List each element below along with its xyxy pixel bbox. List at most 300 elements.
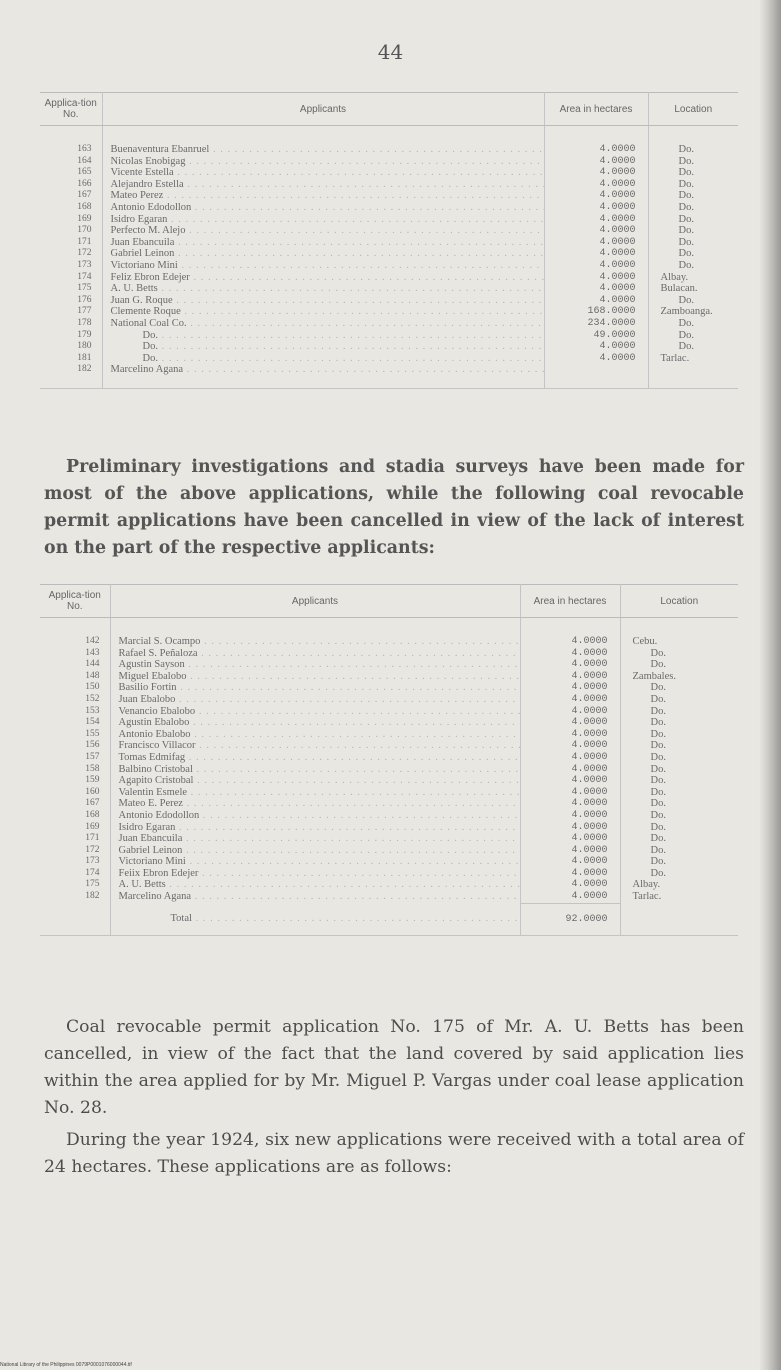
table-row xyxy=(40,353,738,365)
area-cell-text: 4.0000 xyxy=(599,352,636,364)
applicant-cell xyxy=(110,787,520,799)
applicant-cell xyxy=(110,717,520,729)
application-no-cell-text: 160 xyxy=(85,786,100,797)
application-no-cell xyxy=(40,237,102,249)
table-row xyxy=(40,225,738,237)
applicant-cell xyxy=(110,682,520,694)
application-no-cell xyxy=(40,706,110,718)
application-no-cell xyxy=(40,156,102,168)
application-no-cell-text: 172 xyxy=(77,248,92,259)
table-row xyxy=(40,330,738,342)
applicant-cell-text: Balbino Cristobal . . . xyxy=(119,764,521,775)
table-row xyxy=(40,214,738,226)
area-cell-text: 4.0000 xyxy=(599,341,636,353)
table-row xyxy=(40,822,738,834)
application-no-cell-text: 179 xyxy=(77,329,92,340)
area-cell xyxy=(520,659,620,671)
application-no-cell xyxy=(40,306,102,318)
applicant-cell-text: Miguel Ebalobo . . . xyxy=(119,671,521,682)
area-cell-text: 4.0000 xyxy=(571,647,608,659)
application-no-cell xyxy=(40,787,110,799)
area-cell xyxy=(520,618,620,648)
application-no-cell-text: 150 xyxy=(85,682,100,693)
area-cell xyxy=(544,283,648,295)
applicant-cell-text: Marcelino Agana . . . xyxy=(119,891,521,902)
applicant-cell-text: Basilio Fortin . . . xyxy=(119,682,521,693)
location-cell-text: Bulacan. xyxy=(660,283,698,295)
applicant-cell xyxy=(110,694,520,706)
application-no-cell xyxy=(40,729,110,741)
location-cell-text: Do. xyxy=(678,259,694,271)
header-applicants: Applicants xyxy=(110,585,520,618)
header-location: Location xyxy=(620,585,738,618)
area-cell-text: 4.0000 xyxy=(599,178,636,190)
table-row xyxy=(40,341,738,353)
location-cell-text: Do. xyxy=(650,798,666,810)
location-cell-text: Do. xyxy=(678,201,694,213)
area-cell-text: 4.0000 xyxy=(599,190,636,202)
location-cell xyxy=(620,775,738,787)
applicant-cell-text: Nicolas Enobigag . . . xyxy=(111,156,545,167)
applicant-cell-text: Rafael S. Peñaloza . . . xyxy=(119,648,521,659)
table-row xyxy=(40,856,738,868)
area-cell xyxy=(520,810,620,822)
area-cell-text: 4.0000 xyxy=(571,751,608,763)
area-cell-text: 4.0000 xyxy=(571,833,608,845)
applicant-cell-text: Venancio Ebalobo . . . xyxy=(119,706,521,717)
area-cell-text: 4.0000 xyxy=(571,682,608,694)
application-no-cell-text: 165 xyxy=(77,167,92,178)
applicant-cell xyxy=(102,260,544,272)
application-no-cell-text: 157 xyxy=(85,751,100,762)
area-cell xyxy=(520,833,620,845)
application-no-cell-text: 175 xyxy=(77,283,92,294)
area-cell xyxy=(544,295,648,307)
area-cell xyxy=(520,891,620,903)
location-cell-text: Do. xyxy=(650,705,666,717)
area-cell-text: 168.0000 xyxy=(587,306,636,318)
area-cell-text: 4.0000 xyxy=(571,670,608,682)
applicant-cell-text: Perfecto M. Alejo . . . xyxy=(111,225,545,236)
area-cell xyxy=(520,648,620,660)
table-row xyxy=(40,648,738,660)
area-cell-text: 4.0000 xyxy=(571,705,608,717)
applicant-cell xyxy=(102,283,544,295)
location-cell-text: Do. xyxy=(678,236,694,248)
applicant-cell-text: Feliz Ebron Edejer . . . xyxy=(111,272,545,283)
table-row xyxy=(40,845,738,857)
applicant-cell xyxy=(110,879,520,891)
applicant-cell-text: Valentin Esmele . . . xyxy=(119,787,521,798)
application-no-cell xyxy=(40,798,110,810)
applicant-cell xyxy=(102,353,544,365)
application-no-cell xyxy=(40,330,102,342)
area-cell-text: 4.0000 xyxy=(599,248,636,260)
application-no-cell xyxy=(40,868,110,880)
location-cell-text: Do. xyxy=(650,751,666,763)
table-row xyxy=(40,787,738,799)
page-edge-shadow xyxy=(759,0,781,1370)
application-no-cell xyxy=(40,202,102,214)
area-cell xyxy=(520,856,620,868)
application-no-cell-text: 152 xyxy=(85,693,100,704)
application-no-cell-text: 154 xyxy=(85,717,100,728)
area-cell xyxy=(544,330,648,342)
application-no-cell-text: 182 xyxy=(77,364,92,375)
location-cell xyxy=(648,283,738,295)
application-no-cell xyxy=(40,845,110,857)
applicant-cell-text: Clemente Roque . . . xyxy=(111,306,545,317)
area-cell xyxy=(544,341,648,353)
applicant-cell xyxy=(110,618,520,648)
area-cell xyxy=(544,225,648,237)
table-row xyxy=(40,775,738,787)
location-cell xyxy=(648,353,738,365)
application-no-cell-text: 169 xyxy=(77,213,92,224)
location-cell-text: Do. xyxy=(650,693,666,705)
application-no-cell xyxy=(40,364,102,388)
application-no-cell-text: 163 xyxy=(77,144,92,154)
application-no-cell xyxy=(40,694,110,706)
footer-source-label: National Library of the Philippines 0079P0001076000044.tif xyxy=(0,1362,132,1368)
application-no-cell xyxy=(40,179,102,191)
applicant-cell xyxy=(102,295,544,307)
area-cell-text: 4.0000 xyxy=(599,213,636,225)
area-cell xyxy=(520,671,620,683)
application-no-cell xyxy=(40,272,102,284)
location-cell-text: Do. xyxy=(650,809,666,821)
application-no-cell xyxy=(40,752,110,764)
table-row xyxy=(40,659,738,671)
applicant-cell-text: Feiix Ebron Edejer . . . xyxy=(119,868,521,879)
applicant-cell-text: Juan Ebancuila . . . xyxy=(111,237,545,248)
location-cell-text: Do. xyxy=(650,647,666,659)
applicant-cell xyxy=(110,868,520,880)
total-area xyxy=(520,903,620,936)
table-row xyxy=(40,706,738,718)
location-cell-text: Cebu. xyxy=(632,636,658,647)
application-no-cell-text: 156 xyxy=(85,740,100,751)
area-cell xyxy=(544,126,648,156)
area-cell xyxy=(520,740,620,752)
applicant-cell xyxy=(110,845,520,857)
applicant-cell-text: Isidro Egaran . . . xyxy=(119,822,521,833)
application-no-cell xyxy=(40,810,110,822)
application-no-cell-text: 172 xyxy=(85,844,100,855)
applicant-cell-text: Do. . . . xyxy=(143,341,545,352)
applicant-cell-text: Antonio Edodollon . . . xyxy=(119,810,521,821)
location-cell xyxy=(620,648,738,660)
table-row xyxy=(40,694,738,706)
total-label xyxy=(110,903,520,936)
table-row xyxy=(40,283,738,295)
applicant-cell-text: Marcial S. Ocampo . . . xyxy=(119,636,521,647)
location-cell xyxy=(620,706,738,718)
location-cell-text: Do. xyxy=(678,225,694,237)
table-row xyxy=(40,717,738,729)
location-cell-text: Do. xyxy=(650,763,666,775)
area-cell-text: 4.0000 xyxy=(599,201,636,213)
location-cell-text: Do. xyxy=(650,659,666,671)
area-cell xyxy=(520,729,620,741)
location-cell xyxy=(648,341,738,353)
application-no-cell xyxy=(40,190,102,202)
table-row xyxy=(40,868,738,880)
paragraph-betts-cancellation: Coal revocable permit application No. 175 of Mr. A. U. Betts has been cancelled, in view of the fact that the land covered by said application lies within the area applied for by Mr. Miguel P. Vargas under coal lease application No. 28. xyxy=(44,1017,744,1118)
applicant-cell-text: Isidro Egaran . . . xyxy=(111,214,545,225)
area-cell xyxy=(520,879,620,891)
table-row xyxy=(40,179,738,191)
applicant-cell-text: Agustin Ebalobo . . . xyxy=(119,717,521,728)
location-cell xyxy=(620,879,738,891)
area-cell-text: 4.0000 xyxy=(599,167,636,179)
location-cell xyxy=(648,237,738,249)
table-row xyxy=(40,810,738,822)
header-application-no: Applica-tion No. xyxy=(40,93,102,126)
location-cell xyxy=(620,752,738,764)
location-cell xyxy=(620,729,738,741)
applicant-cell-text: Buenaventura Ebanruel . . . xyxy=(111,144,545,155)
location-cell xyxy=(620,671,738,683)
table-row xyxy=(40,682,738,694)
applicant-cell xyxy=(110,810,520,822)
table-row xyxy=(40,167,738,179)
location-cell xyxy=(648,260,738,272)
application-no-cell-text: 142 xyxy=(85,636,100,646)
area-cell-text: 4.0000 xyxy=(571,740,608,752)
application-no-cell-text: 164 xyxy=(77,155,92,166)
area-cell-text: 4.0000 xyxy=(571,891,608,903)
location-cell-text: Do. xyxy=(678,341,694,353)
application-no-cell xyxy=(40,775,110,787)
application-no-cell-text: 173 xyxy=(77,259,92,270)
location-cell xyxy=(620,787,738,799)
location-cell xyxy=(620,822,738,834)
application-no-cell xyxy=(40,717,110,729)
area-cell xyxy=(520,822,620,834)
applicant-cell xyxy=(102,156,544,168)
location-cell xyxy=(648,272,738,284)
applicant-cell-text: A. U. Betts . . . xyxy=(111,283,545,294)
location-cell xyxy=(620,694,738,706)
application-no-cell-text: 182 xyxy=(85,891,100,902)
area-cell xyxy=(544,167,648,179)
area-cell xyxy=(544,202,648,214)
applicant-cell-text: National Coal Co. . . . xyxy=(111,318,545,329)
applicant-cell-text: Do. . . . xyxy=(143,330,545,341)
table-row xyxy=(40,260,738,272)
applicant-cell-text: Victoriano Mini . . . xyxy=(111,260,545,271)
area-cell xyxy=(520,845,620,857)
area-cell-text: 4.0000 xyxy=(571,844,608,856)
area-cell-text: 4.0000 xyxy=(571,867,608,879)
table-row xyxy=(40,202,738,214)
applicant-cell xyxy=(102,364,544,388)
area-cell xyxy=(544,237,648,249)
applicant-cell xyxy=(102,167,544,179)
applicant-cell xyxy=(110,729,520,741)
applicant-cell xyxy=(102,318,544,330)
application-no-cell-text: 167 xyxy=(77,190,92,201)
area-cell xyxy=(544,248,648,260)
application-no-cell xyxy=(40,740,110,752)
application-no-cell-text: 159 xyxy=(85,775,100,786)
application-no-cell-text: 174 xyxy=(77,271,92,282)
location-cell-text: Zamboanga. xyxy=(660,306,713,318)
area-cell-text: 4.0000 xyxy=(599,294,636,306)
applicant-cell xyxy=(110,659,520,671)
application-no-cell-text: 155 xyxy=(85,728,100,739)
applicant-cell xyxy=(102,248,544,260)
application-no-cell xyxy=(40,318,102,330)
application-no-cell xyxy=(40,856,110,868)
area-cell-text: 4.0000 xyxy=(599,283,636,295)
area-cell xyxy=(520,775,620,787)
applications-table-1 xyxy=(40,92,738,389)
area-cell xyxy=(544,190,648,202)
table-row xyxy=(40,833,738,845)
table-row xyxy=(40,764,738,776)
table-row xyxy=(40,879,738,891)
application-no-cell-text: 167 xyxy=(85,798,100,809)
applicant-cell-text: Francisco Villacor . . . xyxy=(119,740,521,751)
area-cell xyxy=(544,364,648,388)
applicant-cell xyxy=(110,752,520,764)
application-no-cell-text: 169 xyxy=(85,821,100,832)
applicant-cell xyxy=(110,833,520,845)
application-no-cell-text: 174 xyxy=(85,867,100,878)
header-location: Location xyxy=(648,93,738,126)
area-cell-text: 4.0000 xyxy=(599,225,636,237)
header-applicants: Applicants xyxy=(102,93,544,126)
table-header-row xyxy=(40,93,738,126)
applicant-cell xyxy=(110,706,520,718)
area-cell-text: 4.0000 xyxy=(599,144,636,155)
application-no-cell xyxy=(40,225,102,237)
applications-table-2 xyxy=(40,584,738,936)
applicant-cell-text: Agapito Cristobal . . . xyxy=(119,775,521,786)
applicant-cell xyxy=(102,225,544,237)
location-cell-text: Do. xyxy=(650,682,666,694)
table-row xyxy=(40,364,738,388)
applicant-cell-text: Antonio Ebalobo . . . xyxy=(119,729,521,740)
applicant-cell xyxy=(102,330,544,342)
location-cell xyxy=(648,179,738,191)
area-cell xyxy=(520,717,620,729)
applicant-cell-text: Mateo Perez . . . xyxy=(111,190,545,201)
application-no-cell xyxy=(40,879,110,891)
application-no-cell-text: 177 xyxy=(77,306,92,317)
applicant-cell-text: Do. . . . xyxy=(143,353,545,364)
application-no-cell xyxy=(40,260,102,272)
area-cell xyxy=(544,260,648,272)
total-empty-cell xyxy=(620,903,738,936)
area-cell-text: 4.0000 xyxy=(571,728,608,740)
location-cell-text: Do. xyxy=(650,821,666,833)
area-cell xyxy=(520,694,620,706)
table-row xyxy=(40,156,738,168)
paragraph-new-applications: During the year 1924, six new applications were received with a total area of 24 hectares. These applications are as follows: xyxy=(44,1130,744,1177)
location-cell-text: Albay. xyxy=(632,879,661,891)
location-cell-text: Do. xyxy=(650,786,666,798)
table-row xyxy=(40,306,738,318)
application-no-cell xyxy=(40,659,110,671)
location-cell xyxy=(648,156,738,168)
applicant-cell-text: Agustin Sayson . . . xyxy=(119,659,521,670)
table-row xyxy=(40,798,738,810)
area-cell xyxy=(520,787,620,799)
location-cell-text: Do. xyxy=(678,329,694,341)
application-no-cell-text: 171 xyxy=(77,236,92,247)
area-cell-text: 4.0000 xyxy=(571,856,608,868)
area-cell-text: 4.0000 xyxy=(599,259,636,271)
area-cell xyxy=(520,706,620,718)
total-label-text: Total . . . xyxy=(171,913,521,924)
location-cell xyxy=(648,126,738,156)
table-row xyxy=(40,729,738,741)
application-no-cell-text: 178 xyxy=(77,317,92,328)
location-cell xyxy=(648,225,738,237)
application-no-cell xyxy=(40,671,110,683)
total-empty-cell xyxy=(40,903,110,936)
applicant-cell xyxy=(110,856,520,868)
applicant-cell-text: Alejandro Estella . . . xyxy=(111,179,545,190)
location-cell-text: Do. xyxy=(650,775,666,787)
location-cell xyxy=(648,364,738,388)
application-no-cell xyxy=(40,353,102,365)
area-cell-text: 4.0000 xyxy=(571,659,608,671)
applicant-cell xyxy=(110,891,520,903)
location-cell xyxy=(620,810,738,822)
paragraph-preliminary-investigations: Preliminary investigations and stadia surveys have been made for most of the above applications, while the following coal revocable permit applications have been cancelled in view of the lack of interest on the part of the respective applicants: xyxy=(44,457,744,558)
application-no-cell-text: 180 xyxy=(77,341,92,352)
area-cell xyxy=(520,764,620,776)
applicant-cell xyxy=(110,798,520,810)
table-row xyxy=(40,126,738,156)
area-cell xyxy=(544,318,648,330)
location-cell xyxy=(620,833,738,845)
area-cell-text: 4.0000 xyxy=(599,155,636,167)
applicant-cell xyxy=(102,341,544,353)
table-row xyxy=(40,618,738,648)
location-cell xyxy=(620,856,738,868)
header-area: Area in hectares xyxy=(544,93,648,126)
application-no-cell xyxy=(40,891,110,903)
location-cell xyxy=(648,202,738,214)
area-cell xyxy=(520,682,620,694)
location-cell-text: Do. xyxy=(650,856,666,868)
applicant-cell xyxy=(110,775,520,787)
applicant-cell xyxy=(110,648,520,660)
location-cell-text: Albay. xyxy=(660,271,689,283)
location-cell-text: Do. xyxy=(678,248,694,260)
header-area: Area in hectares xyxy=(520,585,620,618)
area-cell-text: 4.0000 xyxy=(571,693,608,705)
location-cell-text: Do. xyxy=(678,294,694,306)
location-cell-text: Do. xyxy=(650,740,666,752)
location-cell-text: Do. xyxy=(678,213,694,225)
location-cell xyxy=(620,845,738,857)
area-cell-text: 4.0000 xyxy=(571,636,608,647)
application-no-cell xyxy=(40,341,102,353)
applicant-cell-text: Vicente Estella . . . xyxy=(111,167,545,178)
table-row xyxy=(40,190,738,202)
location-cell xyxy=(648,318,738,330)
applicant-cell xyxy=(110,740,520,752)
location-cell-text: Zambales. xyxy=(632,670,676,682)
application-no-cell xyxy=(40,833,110,845)
applicant-cell xyxy=(110,822,520,834)
